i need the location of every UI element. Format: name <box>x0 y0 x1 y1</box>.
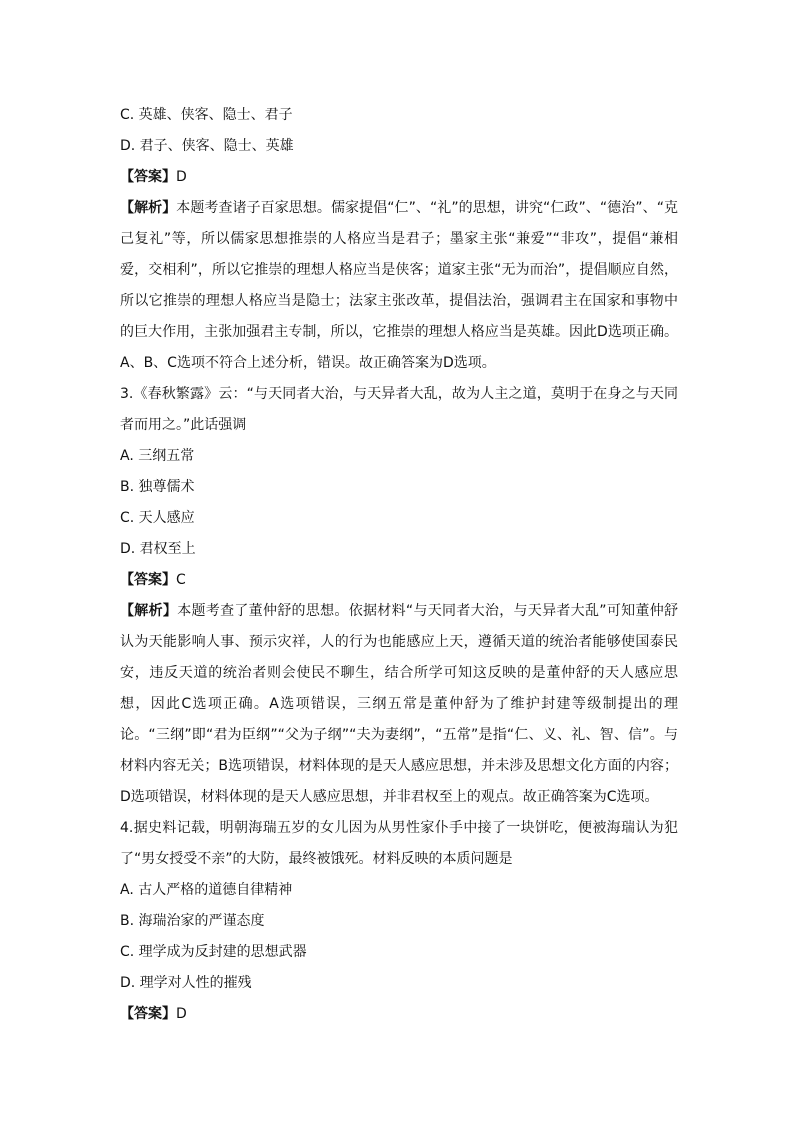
q3-option-d: D. 君权至上 <box>120 541 196 557</box>
answer-tag: 【答案】 <box>120 572 176 588</box>
q4-option-b: B. 海瑞治家的严谨态度 <box>120 913 265 929</box>
analysis-tag: 【解析】 <box>120 603 178 619</box>
q2-analysis <box>120 193 678 379</box>
q3-option-c: C. 天人感应 <box>120 510 195 526</box>
analysis-text: 本题考查诸子百家思想。儒家提倡“仁”、“礼”的思想，讲究“仁政”、“德治”、“克己复礼”等，所以儒家思想推崇的人格应当是君子；墨家主张“兼爱”“非攻”，提倡“兼相爱，交相利”，所以它推崇的理想人格应当是侠客；道家主张“无为而治”，提倡顺应自然，所以它推崇的理想人格应当是隐士；法家主张改革，提倡法治，强调君主在国家和事物中的巨大作用，主张加强君主专制，所以，它推崇的理想人格应当是英雄。因此D选项正确。A、B、C选项不符合上述分析，错误。故正确答案为D选项。 <box>120 200 679 371</box>
q3-option-b: B. 独尊儒术 <box>120 479 195 495</box>
answer-tag: 【答案】 <box>120 1006 176 1022</box>
q4-option-d: D. 理学对人性的摧残 <box>120 975 252 991</box>
analysis-tag: 【解析】 <box>120 200 177 216</box>
answer-value: D <box>176 1006 187 1022</box>
q3-answer <box>120 565 678 596</box>
question-content <box>120 100 678 1030</box>
q2-option-c: C. 英雄、侠客、隐士、君子 <box>120 107 293 123</box>
q3-analysis <box>120 596 678 813</box>
q2-option-d: D. 君子、侠客、隐士、英雄 <box>120 138 294 154</box>
q2-answer <box>120 162 678 193</box>
q4-answer <box>120 999 678 1030</box>
q4-stem: 4.据史料记载，明朝海瑞五岁的女儿因为从男性家仆手中接了一块饼吃，便被海瑞认为犯了“男女授受不亲”的大防，最终被饿死。材料反映的本质问题是 <box>120 820 678 867</box>
q4-option-a: A. 古人严格的道德自律精神 <box>120 882 293 898</box>
analysis-text: 本题考查了董仲舒的思想。依据材料“与天同者大治，与天异者大乱”可知董仲舒认为天能影响人事、预示灾祥，人的行为也能感应上天，遵循天道的统治者能够使国泰民安，违反天道的统治者则会使民不聊生，结合所学可知这反映的是董仲舒的天人感应思想，因此C选项正确。A选项错误，三纲五常是董仲舒为了维护封建等级制提出的理论。“三纲”即“君为臣纲”“父为子纲”“夫为妻纲”，“五常”是指“仁、义、礼、智、信”。与材料内容无关；B选项错误，材料体现的是天人感应思想，并未涉及思想文化方面的内容；D选项错误，材料体现的是天人感应思想，并非君权至上的观点。故正确答案为C选项。 <box>120 603 678 805</box>
q3-stem: 3.《春秋繁露》云：“与天同者大治，与天异者大乱，故为人主之道，莫明于在身之与天同者而用之。”此话强调 <box>120 386 678 433</box>
answer-value: D <box>176 169 187 185</box>
answer-value: C <box>176 572 186 588</box>
q3-option-a: A. 三纲五常 <box>120 448 195 464</box>
answer-tag: 【答案】 <box>120 169 176 185</box>
q4-option-c: C. 理学成为反封建的思想武器 <box>120 944 307 960</box>
